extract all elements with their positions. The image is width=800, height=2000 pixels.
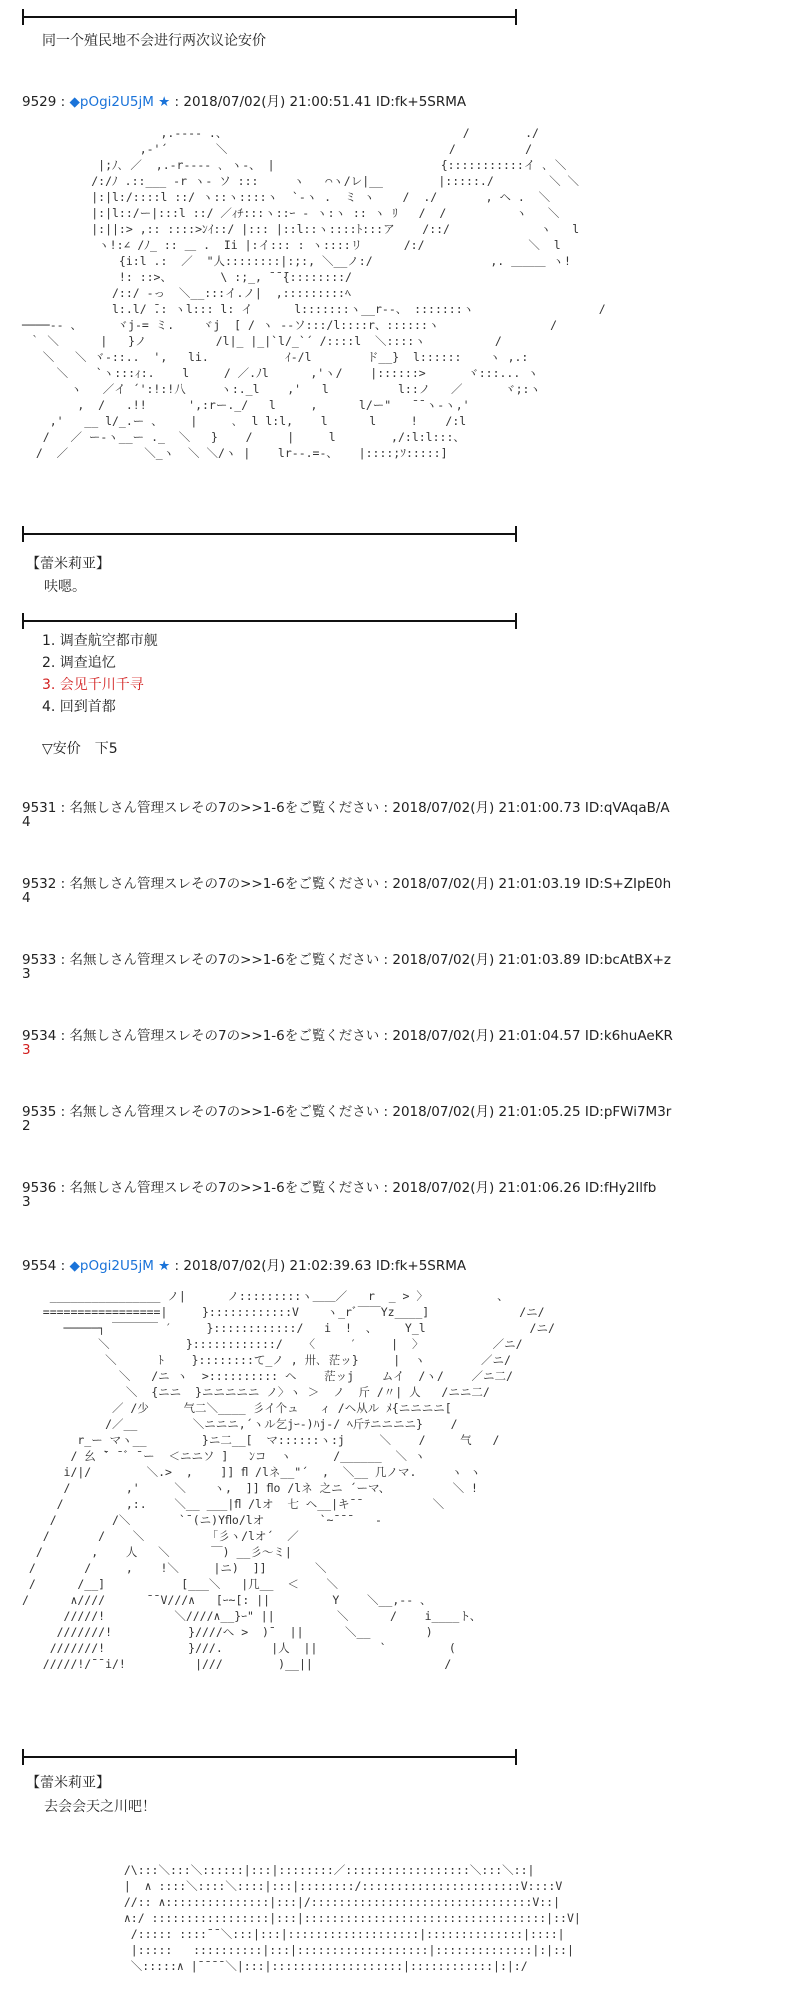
reply-body-9533: 3 — [22, 966, 31, 982]
reply-body-9536: 3 — [22, 1194, 31, 1210]
reply-body-9535: 2 — [22, 1118, 31, 1134]
intro-title: 同一个殖民地不会进行两次议论安价 — [42, 33, 266, 49]
poster-name-link[interactable]: ◆pOgi2U5jM ★ — [69, 1258, 171, 1274]
choice-4: 4. 回到首都 — [42, 699, 116, 715]
dialogue-line-2: 去会会天之川吧！ — [44, 1799, 156, 1815]
ascii-art-remilia-1: ,.-‐‐- .、 / ./ ,-'´ ＼ / / |;ﾉ､ ／ ,.-r‐‐-- ､ ヽ-、 | {:::::::::::イ ､ ＼ /:/ﾉ .::___ -r ヽ‐ ソ ::: ヽ ⌒ヽ/レ|__ |:::::./ ＼ ＼ |:|l:/::::l ::/ ヽ::ヽ::::ヽ `-ヽ . ミ ヽ / ./ , ヘ . ＼ |:|l::/ー|:::l ::/ ／ｨﾁ:::ヽ::ｰ - ヽ:ヽ :: ヽ ﾘ / / ヽ ＼ |:||:> ,:: ::::>ﾝｲ::/ |::: |::l::ヽ::::ﾄ:::ア /::/ ヽ l ヽ!:∠ /ﾉ_ :: ＿ . Ii |:イ::: : ヽ::::リ /:/ ＼ l {i:l .: ／ "人::::::::|:;:, ＼__ノ:/ ,. ＿＿＿ ヽ! !: ::>、 \ :;_, ̄ ̄ ̄{::::::::/ /::/ -っ ＼__:::イ.ノ| ,:::::::::ﾍ l:.l/ ̄.: ヽl::: l: イ l:::::::ヽ__r‐‐、 :::::::ヽ / ────-- 、 ヾj-= ミ. ヾj [ / ヽ ‐‐ソ:::/l::::r、::::::ヽ / ｀ ＼ | }ノ /l|_ |_|`l/_`´ /::::l ＼::::ヽ / ＼ ＼ ヾ-::.. ', li. ｲ-/l ド__} l:::::: ヽ ,.: ＼ `ヽ:::ｨ:. l / ／.ﾉl ,'ヽ/ |::::::> ヾ:::... ヽ ヽ ／イ ´':!:!八 ヽ:._l ,' l l::ノ ／ ヾ;:ヽ , / .!! ',:rー._/ l , l/ー" ¯¯ヽ-ヽ,' ,' __ l/_.ー 、 | ､ l l:l, l l ! /:l / ／ ー‐ヽ__ー ._ ＼ } / | l ,/:l:l:::、 / ／ ＼_ヽ ＼ ＼/ヽ | lr‐-.=-、 |::::;ｿ:::::] — [22, 126, 606, 460]
poster-name-link[interactable]: ◆pOgi2U5jM ★ — [69, 94, 171, 110]
reply-header-9534: 9534 : 名無しさん管理スレその7の>>1-6をご覧ください : 2018/07/02(月) 21:01:04.57 ID:k6huAeKR — [22, 1028, 673, 1044]
ascii-art-remilia-2: ________________ ノ| ノ:::::::::ヽ＿＿／ r _ > 〉 、 =================| }::::::::::::V ヽ_rﾞ￣￣Yz____] /ニ/ ─────┐ ￣￣￣￣ ′ }::::::::::::/ i ! 、 Y_l /ニ/ ＼ }::::::::::::/ 〈 ′ | 〉 ／ニ/ ＼ ﾄ }::::::::て_ノ , 卅､ 茫ッ} | ヽ ／ニ/ ＼ /ニ ヽ >:::::::::: ヘ 茫ッj ムイ /ヽ/ ／ニ二/ ＼ {ニニ }ニニニニニ ノ〉ヽ ＞ ノ 斤 /〃| 人 /ニニ二/ ／ /少 气二＼____ 彡イ个ュ ィ /ヘ从ル ﾒ{ニニニニ[ /／__ ＼ニニニ,´ヽル乞jｰ-)ﾊj‐/ ﾍ斤ﾃニニニニ} / r_ー マヽ__ }ニ二__[ マ::::::ヽ:j ＼ / 气 / / 幺 ̄` ̄ ﾞ ̄ ー ＜ニニソ ] ﾝコ ヽ /______ ＼ ヽ i/|/ ＼.> , ]] ﬂ /lネ__"´ , ＼__ 几ノマ. ヽ ヽ / ,' ＼ ヽ, ]] ﬂo /lネ 之ニ ´ーマ、 ＼ ! / ,:. ＼__ ___|ﬂ /lオ 七 ヘ__|キ¯¯ ＼ / /＼ `¯(ニ)Yﬂo/lオ `~¯¯¯ - / / ＼ 「彡ヽ/lオ´ ／ / , 人 ＼ ￣) __彡～ミ| / / , !＼ |ニ) ]] ＼ / /__] [___＼ |几__ ＜ ＼ / ∧//// ¯¯V///∧ [ｰ~[: || Y ＼__,-- 、 /////! ＼////∧__}ｰ" || ＼ / i____ト、 ///////! }////へ > )¯ || ＼__ ) ///////! }///. |人 || ` ( /////!/¯¯i/! |/// )__|| / — [22, 1289, 555, 1671]
speaker-label-2: 【蕾米莉亚】 — [26, 1775, 110, 1791]
post-meta: : 2018/07/02(月) 21:02:39.63 ID:fk+5SRMA — [170, 1258, 467, 1274]
reply-header-9532: 9532 : 名無しさん管理スレその7の>>1-6をご覧ください : 2018/07/02(月) 21:01:03.19 ID:S+ZIpE0h — [22, 876, 672, 892]
post-header-9554 — [22, 1254, 466, 1274]
divider-top — [22, 16, 517, 18]
divider-4 — [22, 1756, 517, 1758]
post-number: 9529 : — [22, 94, 66, 110]
choice-2: 2. 调查追忆 — [42, 655, 116, 671]
reply-header-9533: 9533 : 名無しさん管理スレその7の>>1-6をご覧ください : 2018/07/02(月) 21:01:03.89 ID:bcAtBX+z — [22, 952, 672, 968]
speaker-label-1: 【蕾米莉亚】 — [26, 556, 110, 572]
reply-body-9532: 4 — [22, 890, 31, 906]
post-header-9529 — [22, 90, 466, 110]
reply-header-9535: 9535 : 名無しさん管理スレその7の>>1-6をご覧ください : 2018/07/02(月) 21:01:05.25 ID:pFWi7M3r — [22, 1104, 672, 1120]
choice-1: 1. 调查航空都市舰 — [42, 633, 158, 649]
divider-3 — [22, 620, 517, 622]
reply-header-9536: 9536 : 名無しさん管理スレその7の>>1-6をご覧ください : 2018/07/02(月) 21:01:06.26 ID:fHy2Ilfb — [22, 1180, 657, 1196]
choice-list — [42, 630, 158, 718]
choice-3: 3. 会见千川千寻 — [42, 677, 144, 693]
dialogue-line-1: 呋嗯。 — [44, 579, 86, 595]
reply-body-9534: 3 — [22, 1042, 31, 1058]
reply-body-9531: 4 — [22, 814, 31, 830]
divider-2 — [22, 533, 517, 535]
post-number: 9554 : — [22, 1258, 66, 1274]
reply-header-9531: 9531 : 名無しさん管理スレその7の>>1-6をご覧ください : 2018/07/02(月) 21:01:00.73 ID:qVAqaB/A — [22, 800, 670, 816]
ascii-art-remilia-3: /\:::＼:::＼::::::|:::|::::::::／::::::::::::::::::＼:::＼::| | ∧ ::::＼::::＼::::|:::|::::::::/:::::::::::::::::::::::V::::V //:: ∧:::::::::::::::|:::|/::::::::::::::::::::::::::::::::V::| ∧:/ :::::::::::::::::|:::|:::::::::::::::::::::::::::::::::::|::V| /::::: ::::¯¯＼:::|:::|:::::::::::::::::::|::::::::::::::|::::| |::::: ::::::::::|:::|:::::::::::::::::::|::::::::::::::|:|::| ＼:::::∧ |¯¯¯¯＼|:::|:::::::::::::::::::|::::::::::::|:|:/ — [123, 1863, 581, 1973]
anchor-text: ▽安价 下5 — [42, 741, 118, 757]
post-meta: : 2018/07/02(月) 21:00:51.41 ID:fk+5SRMA — [170, 94, 467, 110]
